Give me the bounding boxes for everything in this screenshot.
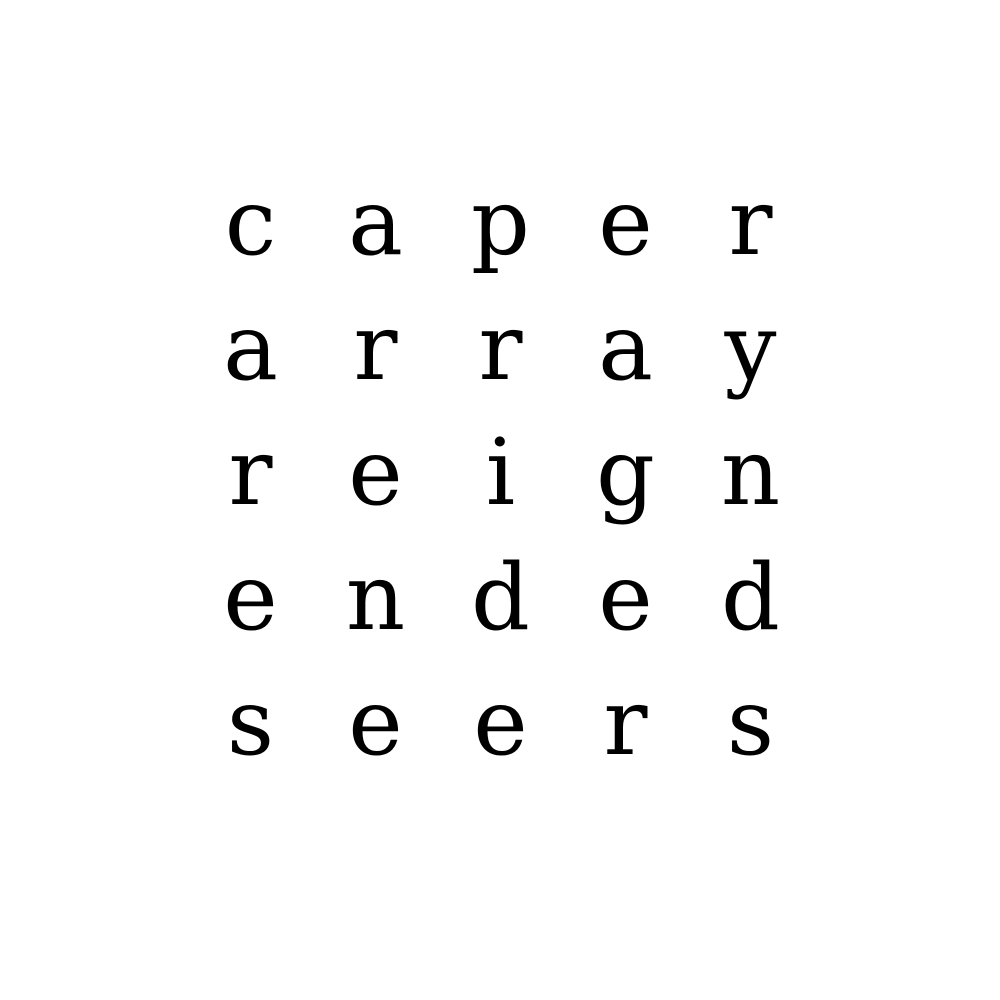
letter-r5-c1: s: [226, 668, 275, 776]
letter-r2-c5: y: [724, 293, 777, 401]
letter-r3-c5: n: [720, 418, 781, 526]
letter-r4-c1: e: [223, 543, 278, 651]
letter-r3-c3: i: [485, 418, 516, 526]
letter-r5-c5: s: [726, 668, 775, 776]
letter-r1-c5: r: [728, 168, 773, 276]
letter-r3-c1: r: [228, 418, 273, 526]
letter-r1-c1: c: [224, 168, 277, 276]
word-square-grid: [188, 160, 813, 785]
letter-r4-c5: d: [721, 543, 780, 651]
letter-r5-c4: r: [603, 668, 648, 776]
letter-r1-c4: e: [598, 168, 653, 276]
letter-r5-c2: e: [348, 668, 403, 776]
letter-r2-c1: a: [223, 293, 278, 401]
letter-r2-c2: r: [353, 293, 398, 401]
letter-r3-c2: e: [348, 418, 403, 526]
letter-r2-c4: a: [598, 293, 653, 401]
letter-r1-c3: p: [471, 168, 530, 276]
letter-r5-c3: e: [473, 668, 528, 776]
letter-r3-c4: g: [596, 418, 655, 526]
letter-r4-c4: e: [598, 543, 653, 651]
letter-r2-c3: r: [478, 293, 523, 401]
letter-r4-c2: n: [345, 543, 406, 651]
letter-r4-c3: d: [471, 543, 530, 651]
letter-r1-c2: a: [348, 168, 403, 276]
